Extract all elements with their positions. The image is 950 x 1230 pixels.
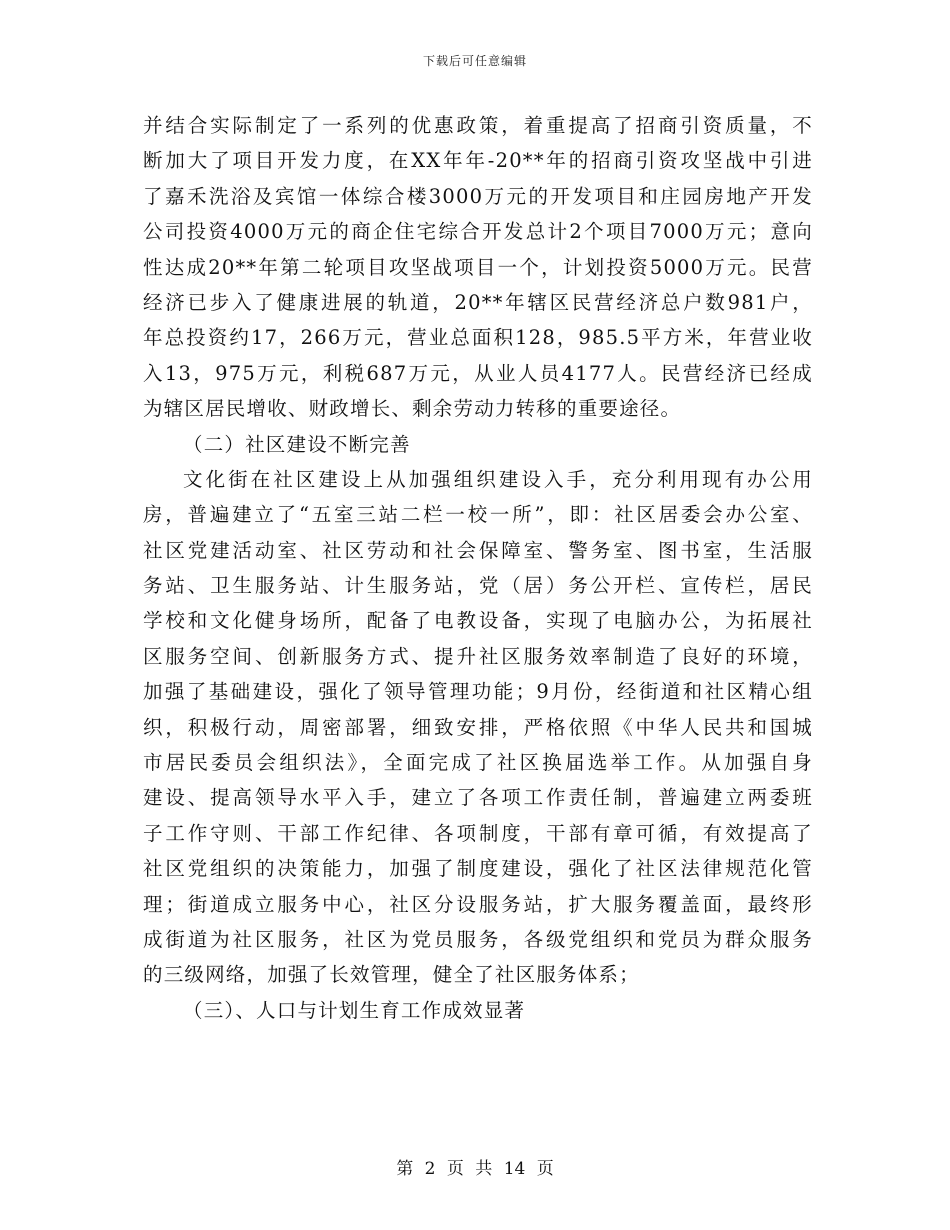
text-line: 理；街道成立服务中心，社区分设服务站，扩大服务覆盖面，最终形 — [143, 892, 813, 916]
text-line: 市居民委员会组织法》，全面完成了社区换届选举工作。从加强自身 — [143, 751, 813, 775]
text-line: 年总投资约17，266万元，营业总面积128，985.5平方米，年营业收 — [143, 326, 813, 350]
text-line: 成街道为社区服务，社区为党员服务，各级党组织和党员为群众服务 — [143, 927, 813, 951]
text-line: 了嘉禾洗浴及宾馆一体综合楼3000万元的开发项目和庄园房地产开发 — [143, 184, 813, 208]
page-number-footer: 第 2 页 共 14 页 — [396, 1159, 554, 1179]
text-line: 入13，975万元，利税687万元，从业人员4177人。民营经济已经成 — [143, 361, 813, 385]
text-line: 建设、提高领导水平入手，建立了各项工作责任制，普遍建立两委班 — [143, 786, 813, 810]
text-line: 断加大了项目开发力度，在XX年年-20**年的招商引资攻坚战中引进 — [143, 149, 813, 173]
text-line: 学校和文化健身场所，配备了电教设备，实现了电脑办公，为拓展社 — [143, 609, 813, 633]
text-line: 加强了基础建设，强化了领导管理功能；9月份，经街道和社区精心组 — [143, 680, 813, 704]
text-line: 的三级网络，加强了长效管理，健全了社区服务体系； — [143, 963, 640, 987]
section-heading: （三）、人口与计划生育工作成效显著 — [183, 998, 526, 1022]
text-line: 子工作守则、干部工作纪律、各项制度，干部有章可循，有效提高了 — [143, 821, 813, 845]
text-line: 织，积极行动，周密部署，细致安排，严格依照《中华人民共和国城 — [143, 715, 813, 739]
text-line: 社区党组织的决策能力，加强了制度建设，强化了社区法律规范化管 — [143, 857, 813, 881]
text-line: 社区党建活动室、社区劳动和社会保障室、警务室、图书室，生活服 — [143, 538, 813, 562]
paragraph-first-line: 文化街在社区建设上从加强组织建设入手，充分利用现有办公用 — [183, 467, 813, 491]
text-line: 并结合实际制定了一系列的优惠政策，着重提高了招商引资质量，不 — [143, 114, 813, 137]
text-line: 区服务空间、创新服务方式、提升社区服务效率制造了良好的环境， — [143, 644, 813, 668]
text-line: 性达成20**年第二轮项目攻坚战项目一个，计划投资5000万元。民营 — [143, 255, 813, 279]
text-line: 公司投资4000万元的商企住宅综合开发总计2个项目7000万元；意向 — [143, 220, 813, 244]
text-line: 为辖区居民增收、财政增长、剩余劳动力转移的重要途径。 — [143, 397, 682, 421]
document-body — [143, 108, 813, 1028]
text-line: 经济已步入了健康进展的轨道，20**年辖区民营经济总户数981户， — [143, 290, 813, 314]
text-line: 务站、卫生服务站、计生服务站，党（居）务公开栏、宣传栏，居民 — [143, 574, 813, 598]
section-heading: （二）社区建设不断完善 — [183, 432, 411, 456]
page-header: 下载后可任意编辑 — [422, 54, 527, 68]
text-line: 房，普遍建立了“五室三站二栏一校一所”，即：社区居委会办公室、 — [143, 503, 813, 527]
